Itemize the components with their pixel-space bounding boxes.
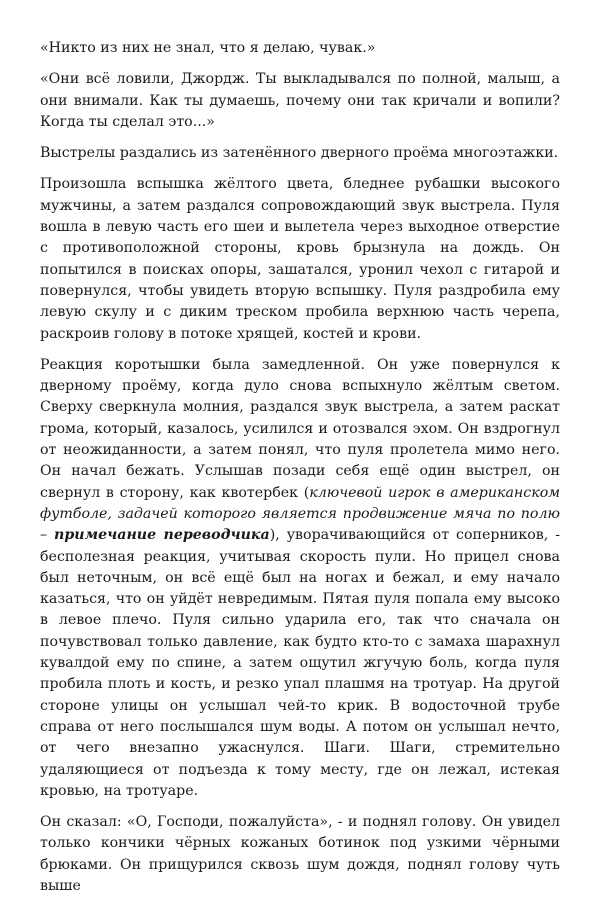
- translator-note: ключевой игрок в американском футболе, задачей которого является продвижение мяча по полю –: [40, 484, 560, 544]
- paragraph-5-text-after: ), уворачивающийся от соперников, - бесполезная реакция, учитывая скорость пули. Но прицел снова был неточным, он всё ещё был на ногах и бежал, и ему начало казаться, что он уйдёт невредимым. Пятая пуля попала ему высоко в левое плечо. Пуля сильно ударила его, так что сначала он почувствовал только давление, как будто кто-то с замаха шарахнул кувалдой ему по спине, а затем ощутил жгучую боль, когда пуля пробила плоть и кость, и резко упал плашмя на тротуар. На другой стороне улицы он услышал чей-то крик. В водосточной трубе справа от него послышался шум воды. А потом он услышал нечто, от чего внезапно ужаснулся. Шаги. Шаги, стремительно удаляющиеся от подъезда к тому месту, где он лежал, истекая кровью, на тротуаре.: [40, 527, 560, 799]
- paragraph-6: Он сказал: «О, Господи, пожалуйста», - и поднял голову. Он увидел только кончики чёрных кожаных ботинок под узкими чёрными брюками. Он прищурился сквозь шум дождя, поднял голову чуть выше: [40, 814, 560, 894]
- paragraph-4: Произошла вспышка жёлтого цвета, бледнее рубашки высокого мужчины, а затем раздался сопровождающий звук выстрела. Пуля вошла в левую часть его шеи и вылетела через выходное отверстие с противоположной стороны, кровь брызнула на дождь. Он попытился в поисках опоры, зашатался, уронил чехол с гитарой и повернулся, чтобы увидеть вторую вспышку. Пуля раздробила ему левую скулу и с диким треском пробила верхнюю часть черепа, раскроив голову в потоке хрящей, костей и крови.: [40, 176, 560, 342]
- paragraph-1: «Никто из них не знал, что я делаю, чувак.»: [40, 40, 376, 56]
- paragraph-3: Выстрелы раздались из затенённого дверного проёма многоэтажки.: [40, 145, 559, 162]
- translator-note-label: примечание переводчика: [54, 527, 270, 544]
- paragraph-5-text-before: Реакция коротышки была замедленной. Он уже повернулся к дверному проёму, когда дуло снова вспыхнуло жёлтым светом. Сверху сверкнула молния, раздался звук выстрела, а затем раскат грома, который, казалось, усилился и отозвался эхом. Он вздрогнул от неожиданности, а затем понял, что пуля пролетела мимо него. Он начал бежать. Услышав позади себя ещё один выстрел, он свернул в сторону, как квотербек (: [40, 356, 560, 501]
- paragraph-5: [40, 355, 560, 802]
- paragraph-2: «Они всё ловили, Джордж. Ты выкладывался по полной, малыш, а они внимали. Как ты думаешь, почему они так кричали и вопили? Когда ты сделал это...»: [40, 71, 560, 130]
- document-page: [40, 38, 560, 907]
